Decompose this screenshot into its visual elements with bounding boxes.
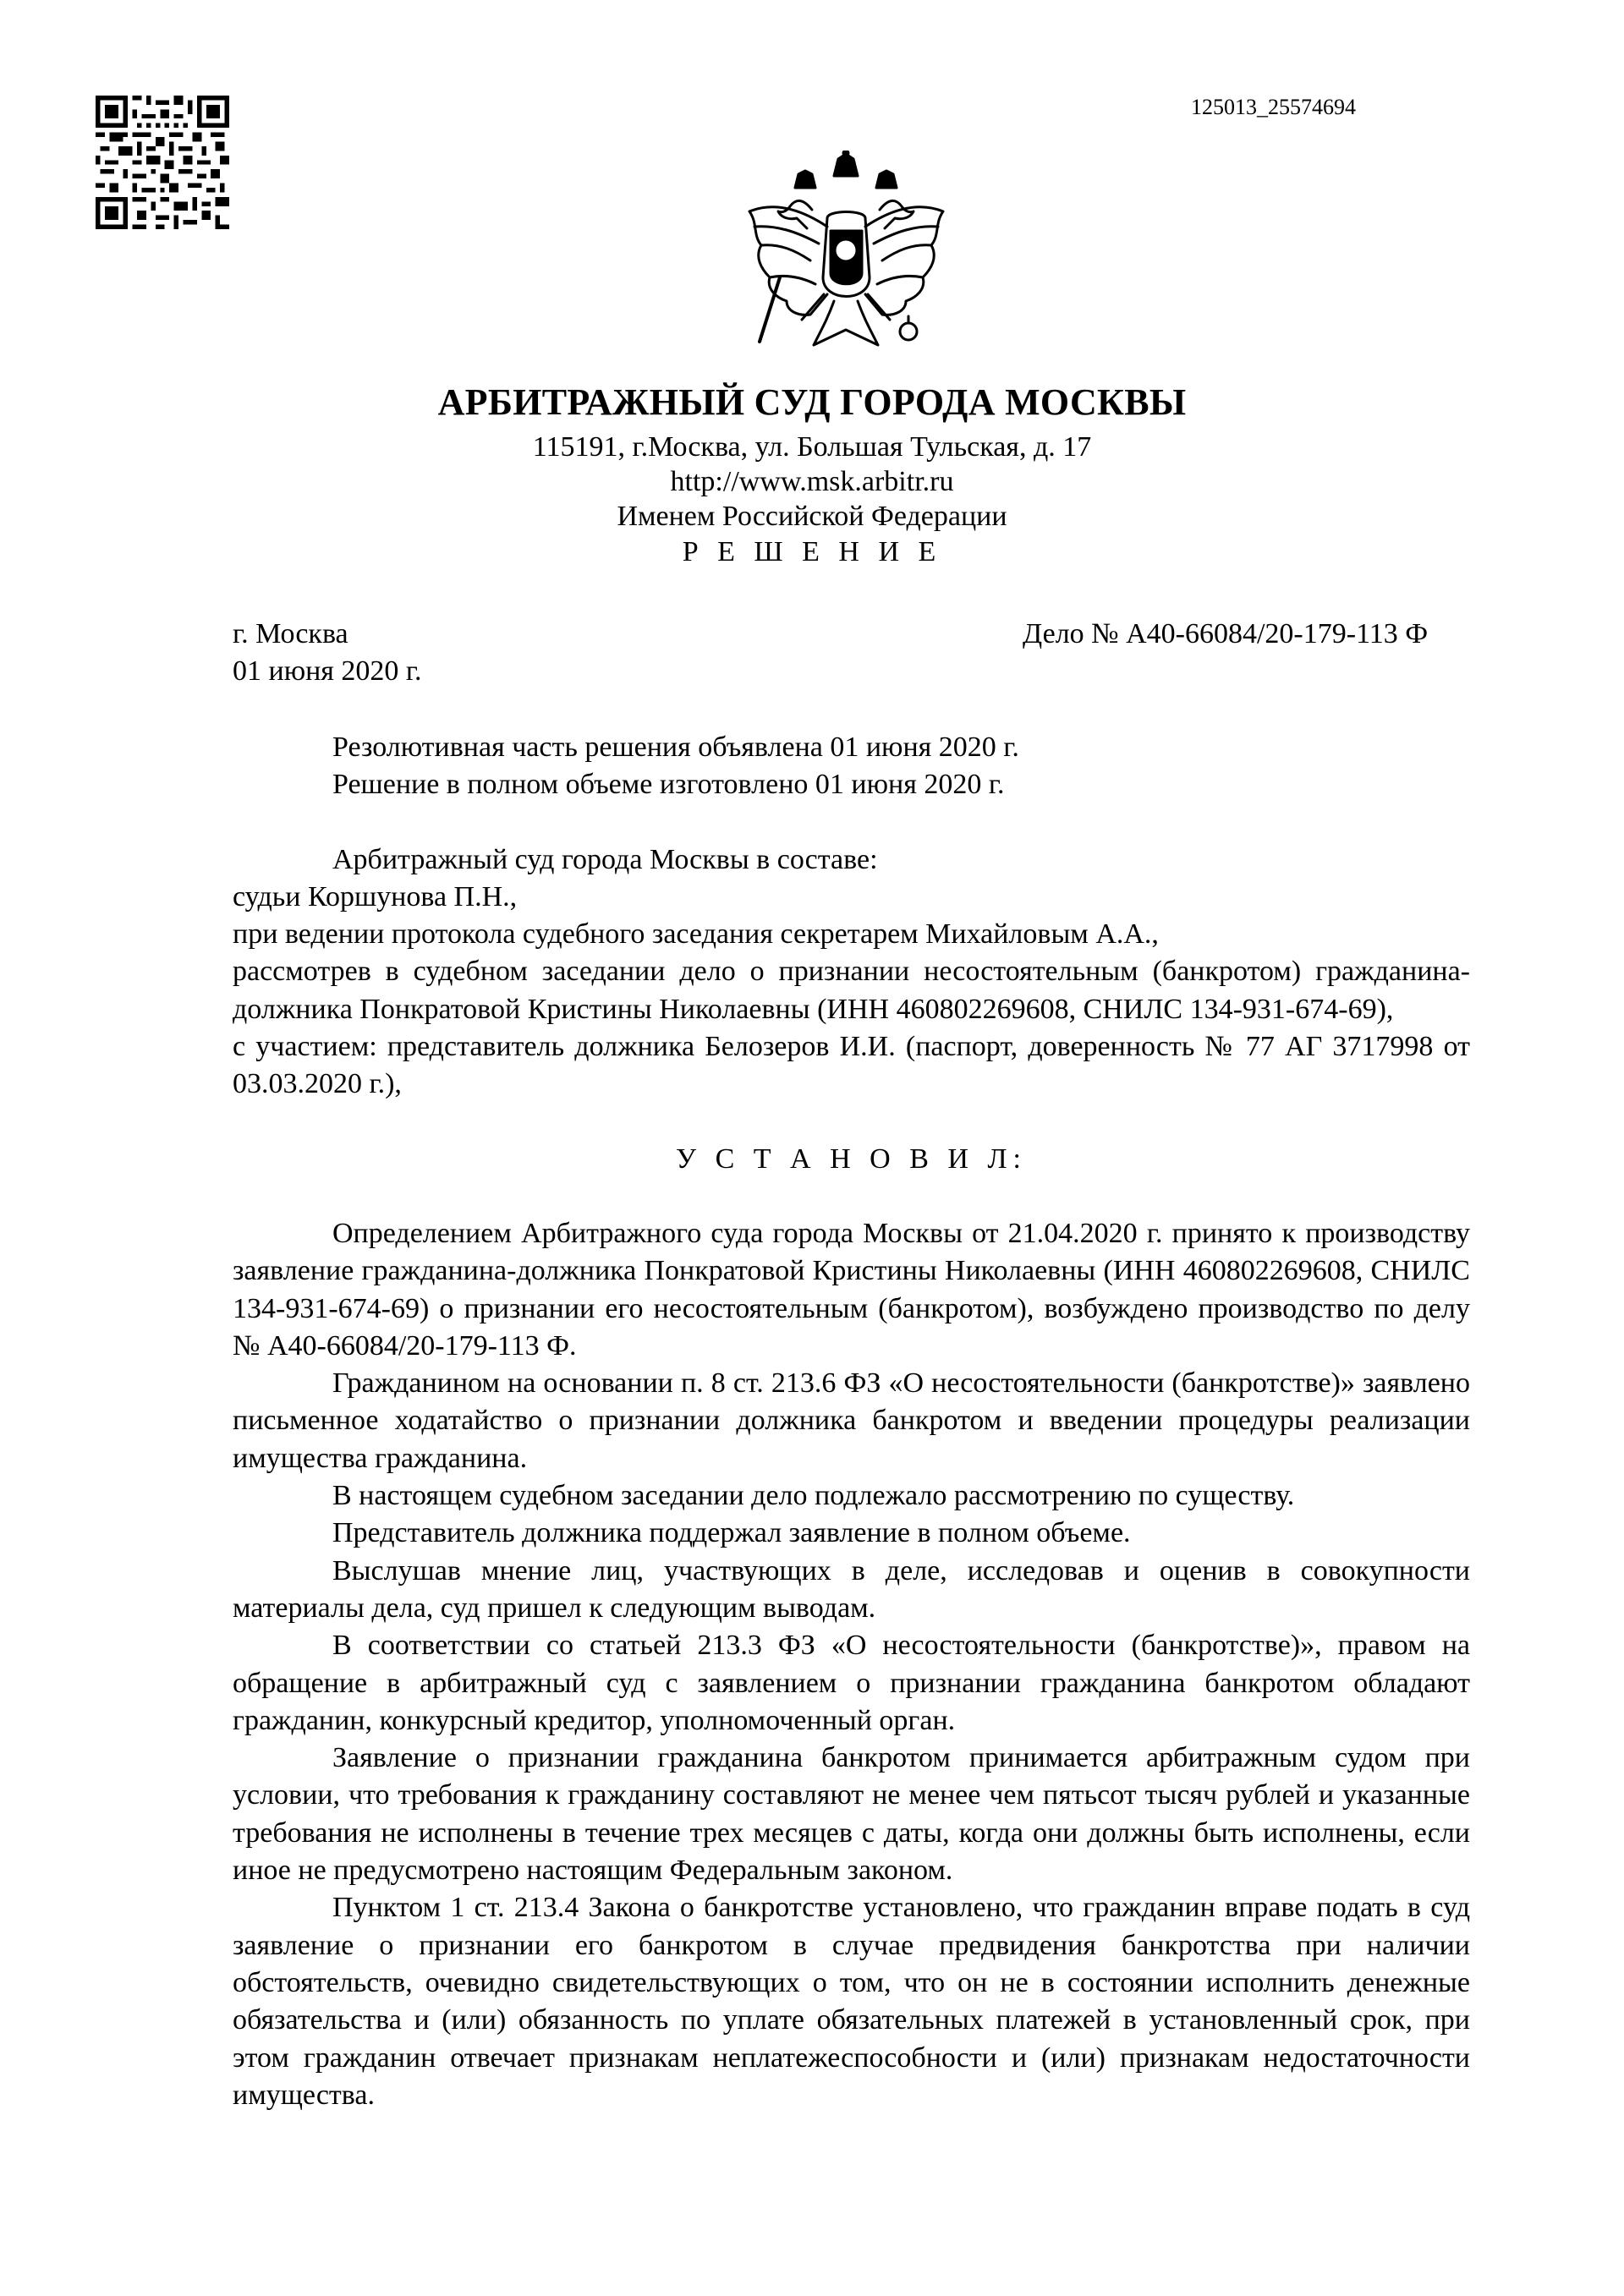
composition-case: рассмотрев в судебном заседании дело о признании несостоятельным (банкротом) гражданина-должника Понкратовой Кристины Николаевны (ИНН 460802269608, СНИЛС 134-931-674-69), [233,956,1470,1025]
paragraph: Определением Арбитражного суда города Москвы от 21.04.2020 г. принято к производству заявление гражданина-должника Понкратовой Кристины Николаевны (ИНН 460802269608, СНИЛС 134-931-674-69) о признании его несостоятельным (банкротом), возбуждено производство по делу № А40-66084/20-179-113 Ф. [233,1217,1470,1362]
composition-line: Арбитражный суд города Москвы в составе: [332,843,878,875]
intro-line: Резолютивная часть решения объявлена 01 июня 2020 г. [332,732,1019,763]
composition-participants: с участием: представитель должника Белозеров И.И. (паспорт, доверенность № 77 АГ 3717998 от 03.03.2020 г.), [233,1031,1470,1100]
court-name: АРБИТРАЖНЫЙ СУД ГОРОДА МОСКВЫ [437,381,1187,423]
document-id: 125013_25574694 [1191,95,1356,119]
paragraph: Гражданином на основании п. 8 ст. 213.6 ФЗ «О несостоятельности (банкротстве)» заявлено письменное ходатайство о признании должника банкротом и введении процедуры реализации имущества гражданина. [233,1367,1470,1474]
case-number: Дело № А40-66084/20-179-113 Ф [1023,618,1429,649]
paragraph: Представитель должника поддержал заявление в полном объеме. [332,1517,1131,1549]
paragraph: В соответствии со статьей 213.3 ФЗ «О несостоятельности (банкротстве)», правом на обращение в арбитражный суд с заявлением о признании гражданина банкротом обладают гражданин, конкурсный кредитор, уполномоченный орган. [233,1630,1470,1736]
decision-date: 01 июня 2020 г. [233,655,422,687]
paragraph: Пунктом 1 ст. 213.4 Закона о банкротстве установлено, что гражданин вправе подать в суд заявление о признании его банкротом в случае предвидения банкротства при наличии обстоятельств, очевидно свидетельствующих о том, что он не в состоянии исполнить денежные обязательства и (или) обязанность по уплате обязательных платежей в установленный срок, при этом гражданин отвечает признакам неплатежеспособности и (или) признакам недостаточности имущества. [233,1892,1470,2111]
paragraph: Выслушав мнение лиц, участвующих в деле, исследовав и оценив в совокупности материалы дела, суд пришел к следующим выводам. [233,1554,1470,1624]
established-title: У С Т А Н О В И Л: [676,1143,1027,1175]
paragraph: Заявление о признании гражданина банкротом принимается арбитражным судом при условии, что требования к гражданину составляют не менее чем пятьсот тысяч рублей и указанные требования не исполнены в течение трех месяцев с даты, когда они должны быть исполнены, если иное не предусмотрено настоящим Федеральным законом. [233,1742,1470,1887]
court-address: 115191, г.Москва, ул. Большая Тульская, д. 17 [532,431,1092,463]
composition-judge: судьи Коршунова П.Н., [233,880,518,912]
intro-line: Решение в полном объеме изготовлено 01 июня 2020 г. [332,769,1005,801]
court-website: http://www.msk.arbitr.ru [670,466,954,497]
paragraph: В настоящем судебном заседании дело подлежало рассмотрению по существу. [332,1480,1295,1512]
decision-title: Р Е Ш Е Н И Е [682,536,942,567]
composition-secretary: при ведении протокола судебного заседания секретарем Михайловым А.А., [233,918,1159,951]
decision-city: г. Москва [233,618,348,649]
decision-body [233,729,1470,2114]
coat-of-arms-emblem-icon [743,151,950,366]
qr-code-icon [96,96,229,229]
in-name-of-federation: Именем Российской Федерации [617,501,1007,532]
